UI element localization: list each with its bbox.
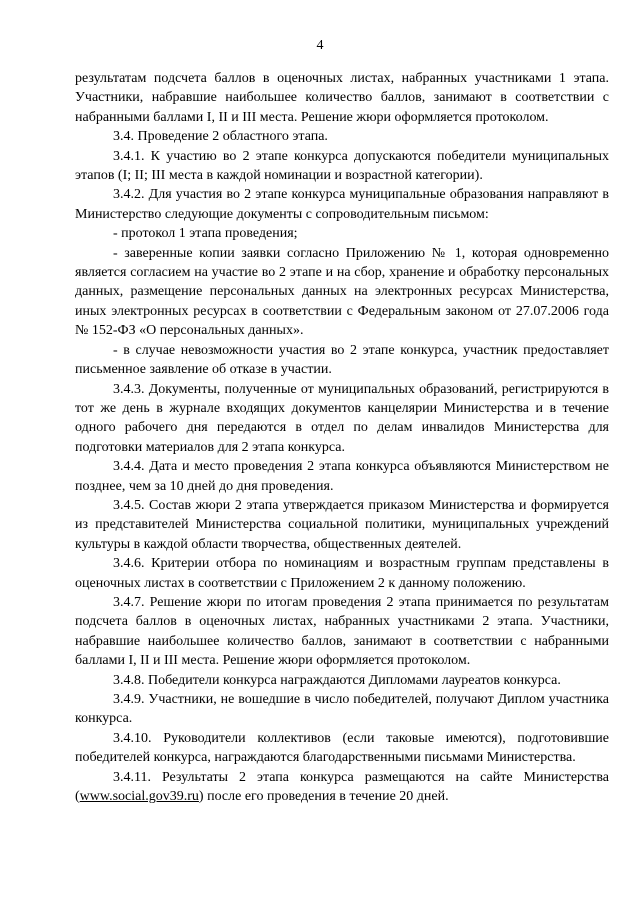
paragraph: 3.4.8. Победители конкурса награждаются Дипломами лауреатов конкурса. — [113, 672, 561, 688]
paragraph: 3.4.4. Дата и место проведения 2 этапа конкурса объявляются Министерством не позднее, чем за 10 дней до дня проведения. — [75, 459, 609, 494]
paragraph: 3.4.10. Руководители коллективов (если таковые имеются), подготовившие победителей конкурса, награждаются благодарственными письмами Министерства. — [75, 730, 609, 766]
paragraph: 3.4.5. Состав жюри 2 этапа утверждается приказом Министерства и формируется из представителей Министерства социальной политики, муниципальных учреждений культуры в каждой области творчества, общественных деятелей. — [75, 497, 609, 552]
paragraph: результатам подсчета баллов в оценочных листах, набранных участниками 1 этапа. Участники, набравшие наибольшее количество баллов, занимают в соответствии с набранными баллами I, II и III места. Решение жюри оформляется протоколом. — [75, 71, 609, 125]
paragraph: 3.4.9. Участники, не вошедшие в число победителей, получают Диплом участника конкурса. — [75, 692, 609, 727]
ministry-website-link[interactable]: www.social.gov39.ru — [79, 789, 199, 805]
paragraph: 3.4.2. Для участия во 2 этапе конкурса муниципальные образования направляют в Министерство следующие документы с сопроводительным письмом: — [75, 187, 609, 222]
paragraph: - заверенные копии заявки согласно Приложению № 1, которая одновременно является согласием на участие во 2 этапе и на сбор, хранение и обработку персональных данных, размещение персональных данных на электронных ресурсах Министерства, иных электронных ресурсах в соответствии с Федеральным законом от 27.07.2006 года № 152-ФЗ «О персональных данных». — [75, 245, 609, 339]
paragraph-final-start: 3.4.11. Результаты 2 этапа конкурса размещаются на сайте Министерства ( — [75, 769, 609, 805]
paragraph-final-end: ) после его проведения в течение 20 дней. — [198, 789, 449, 805]
paragraph: 3.4.3. Документы, полученные от муниципальных образований, регистрируются в тот же день в журнале входящих документов канцелярии Министерства и в течение одного рабочего дня передаются в отдел по делам инвалидов Министерства для подготовки материалов для 2 этапа конкурса. — [75, 381, 609, 455]
paragraph: 3.4.7. Решение жюри по итогам проведения 2 этапа принимается по результатам подсчета баллов в оценочных листах, набранных участниками 2 этапа. Участники, набравшие наибольшее количество баллов, занимают в соответствии с набранными баллами I, II и III места. Решение жюри оформляется протоколом. — [75, 594, 609, 669]
paragraph: 3.4. Проведение 2 областного этапа. — [113, 129, 328, 145]
paragraph: - протокол 1 этапа проведения; — [113, 226, 298, 242]
paragraph-final — [75, 768, 609, 807]
paragraph: - в случае невозможности участия во 2 этапе конкурса, участник предоставляет письменное заявление об отказе в участии. — [75, 342, 609, 378]
document-body — [75, 69, 609, 806]
paragraph: 3.4.6. Критерии отбора по номинациям и возрастным группам представлены в оценочных листах в соответствии с Приложением 2 к данному положению. — [75, 556, 609, 591]
paragraph: 3.4.1. К участию во 2 этапе конкурса допускаются победители муниципальных этапов (I; II; III места в каждой номинации и возрастной категории). — [75, 148, 609, 184]
page-number: 4 — [316, 38, 324, 53]
